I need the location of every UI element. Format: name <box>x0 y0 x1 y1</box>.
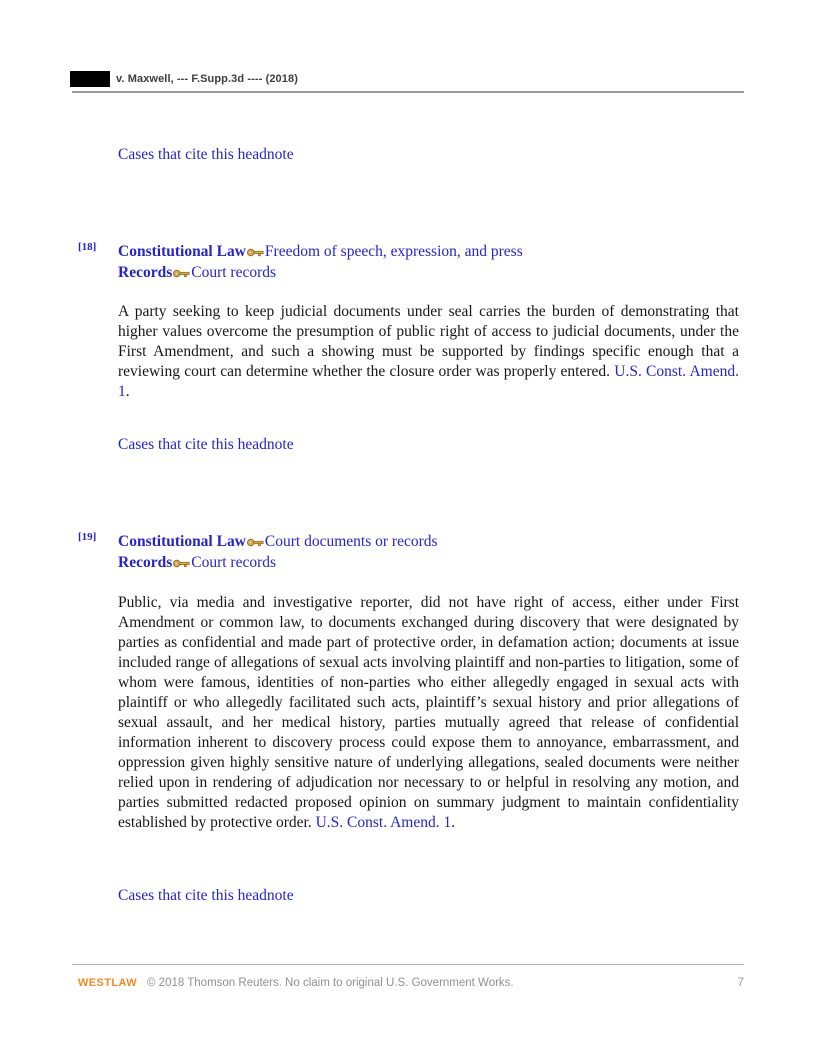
topic-link[interactable]: Constitutional Law <box>118 533 246 550</box>
headnote-topics <box>118 242 739 284</box>
key-number-icon <box>247 243 264 263</box>
constitution-citation-link[interactable]: U.S. Const. Amend. 1 <box>315 814 452 831</box>
subtopic-link[interactable]: Freedom of speech, expression, and press <box>264 243 523 260</box>
page-header <box>70 71 744 87</box>
westlaw-logo: WESTLAW <box>78 977 138 989</box>
topic-line <box>118 263 739 284</box>
topic-link[interactable]: Records <box>118 264 173 281</box>
topic-link[interactable]: Constitutional Law <box>118 243 246 260</box>
headnote-text <box>118 593 739 833</box>
redacted-party-name <box>70 71 110 87</box>
headnote-number: [19] <box>78 531 97 543</box>
citation-period: . <box>451 814 456 831</box>
case-citation: v. Maxwell, --- F.Supp.3d ---- (2018) <box>116 73 298 85</box>
cases-cite-headnote-link[interactable]: Cases that cite this headnote <box>118 887 294 904</box>
subtopic-link[interactable]: Court documents or records <box>264 533 438 550</box>
citation-period: . <box>125 383 130 400</box>
key-number-icon <box>173 554 190 574</box>
key-number-icon <box>173 264 190 284</box>
topic-link[interactable]: Records <box>118 554 173 571</box>
page-number: 7 <box>737 975 744 989</box>
copyright-notice: © 2018 Thomson Reuters. No claim to original U.S. Government Works. <box>147 977 514 989</box>
subtopic-link[interactable]: Court records <box>191 264 277 281</box>
footer-divider <box>72 964 744 965</box>
headnote-body-text: A party seeking to keep judicial documents under seal carries the burden of demonstrating that higher values overcome the presumption of public right of access to judicial documents, under the First Amendment, and such a showing must be supported by findings specific enough that a reviewing court can determine whether the closure order was properly entered. <box>118 303 739 380</box>
cases-cite-headnote-link[interactable]: Cases that cite this headnote <box>118 436 294 453</box>
header-divider <box>72 91 744 93</box>
topic-line <box>118 242 739 263</box>
headnote-text <box>118 302 739 402</box>
topic-line <box>118 532 739 553</box>
headnote-number: [18] <box>78 241 97 253</box>
constitution-citation-link[interactable]: U.S. Const. Amend. 1 <box>118 363 739 400</box>
headnote-topics <box>118 532 739 574</box>
topic-line <box>118 553 739 574</box>
key-number-icon <box>247 533 264 553</box>
headnote-body-text: Public, via media and investigative reporter, did not have right of access, either under First Amendment or common law, to documents exchanged during discovery that were designated by parties as confidential and made part of protective order, in defamation action; documents at issue included range of allegations of sexual acts involving plaintiff and non-parties to litigation, some of whom were famous, identities of non-parties who either allegedly engaged in sexual acts with plaintiff or who allegedly facilitated such acts, plaintiff’s sexual history and prior allegations of sexual assault, and her medical history, parties mutually agreed that release of confidential information inherent to discovery process could expose them to annoyance, embarrassment, and oppression given highly sensitive nature of underlying allegations, sealed documents were neither relied upon in rendering of adjudication nor necessary to or helpful in resolving any motion, and parties submitted redacted proposed opinion on summary judgment to maintain confidentiality established by protective order. <box>118 594 739 831</box>
subtopic-link[interactable]: Court records <box>191 554 277 571</box>
cases-cite-headnote-link[interactable]: Cases that cite this headnote <box>118 146 294 163</box>
page-footer <box>78 975 744 989</box>
